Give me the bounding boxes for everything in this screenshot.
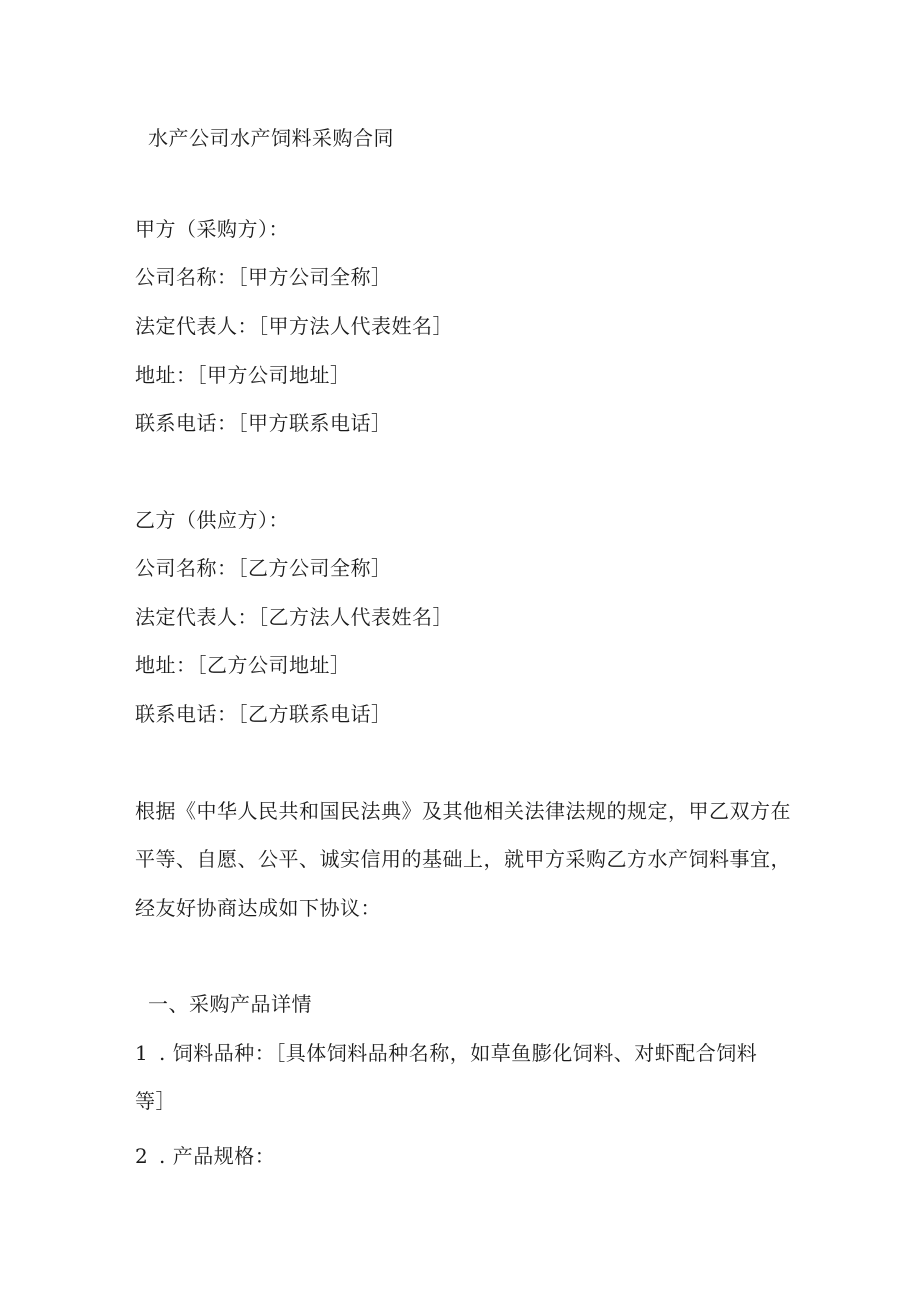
party-b-heading: 乙方（供应方）：	[135, 508, 289, 532]
party-b-phone: 联系电话：［乙方联系电话］	[135, 702, 392, 726]
item-1-continuation: 等］	[135, 1089, 176, 1113]
party-b-address: 地址：［乙方公司地址］	[135, 653, 351, 677]
item-2	[135, 1142, 275, 1170]
party-a-legal-rep: 法定代表人：［甲方法人代表姓名］	[135, 314, 453, 338]
item-1-number: 1	[135, 1041, 149, 1065]
party-a-address: 地址：［甲方公司地址］	[135, 363, 351, 387]
party-a-phone: 联系电话：［甲方联系电话］	[135, 411, 392, 435]
item-1	[135, 1039, 757, 1067]
item-2-text: . 产品规格：	[159, 1144, 276, 1168]
party-b-company-name: 公司名称：［乙方公司全称］	[135, 556, 392, 580]
party-a-heading: 甲方（采购方）：	[135, 217, 289, 241]
preamble-line-2: 平等、自愿、公平、诚实信用的基础上，就甲方采购乙方水产饲料事宜，	[135, 847, 791, 871]
party-a-company-name: 公司名称：［甲方公司全称］	[135, 265, 392, 289]
item-1-text: . 饲料品种：［具体饲料品种名称，如草鱼膨化饲料、对虾配合饲料	[159, 1041, 758, 1065]
section-1-heading: 一、采购产品详情	[148, 992, 312, 1016]
party-b-legal-rep: 法定代表人：［乙方法人代表姓名］	[135, 605, 453, 629]
preamble-line-3: 经友好协商达成如下协议：	[135, 896, 381, 920]
preamble-line-1: 根据《中华人民共和国民法典》及其他相关法律法规的规定，甲乙双方在	[135, 799, 791, 823]
item-2-number: 2	[135, 1144, 149, 1168]
document-title: 水产公司水产饲料采购合同	[148, 126, 394, 150]
